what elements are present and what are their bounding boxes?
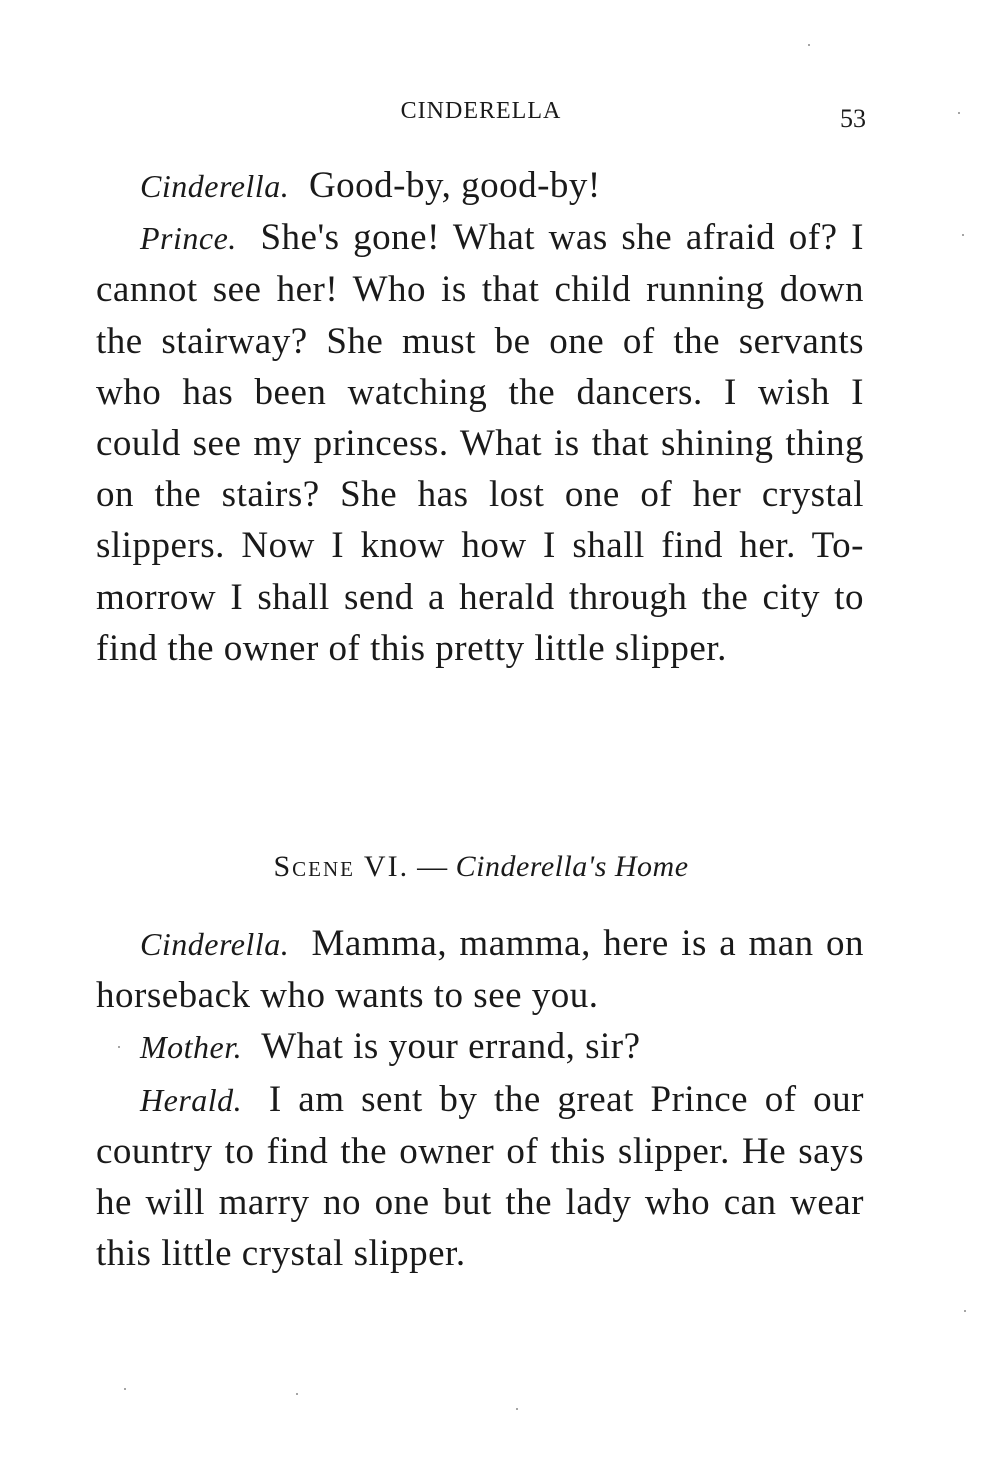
scene-label: Scene VI. xyxy=(273,850,410,883)
dialogue-paragraph xyxy=(96,918,864,1021)
dialogue-text: I am sent by the great Prince of our country to find the owner of this slipper. He says he will marry no one but the lady who can wear this little crystal slipper. xyxy=(96,1078,864,1275)
dialogue-paragraph xyxy=(96,160,864,212)
dialogue-text: What is your errand, sir? xyxy=(261,1026,641,1068)
speck xyxy=(118,1046,120,1048)
dialogue-paragraph xyxy=(96,1021,864,1073)
running-head xyxy=(96,98,866,138)
speck xyxy=(958,112,960,114)
speck xyxy=(296,1393,298,1395)
dialogue-paragraph xyxy=(96,212,864,674)
dialogue-section-ball xyxy=(96,160,864,674)
speaker-name: Mother. xyxy=(140,1029,243,1066)
speaker-name: Prince. xyxy=(140,220,237,257)
speck xyxy=(516,1408,518,1410)
speaker-name: Herald. xyxy=(140,1081,243,1118)
speck xyxy=(962,234,964,236)
dialogue-section-home xyxy=(96,918,864,1279)
dialogue-text: She's gone! What was she afraid of? I cannot see her! Who is that child running down the stairway? She must be one of the servants who has been watching the dancers. I wish I could see my princess. What is that shining thing on the stairs? She has lost one of her crystal slippers. Now I know how I shall find her. To-morrow I shall send a herald through the city to find the owner of this pretty little slipper. xyxy=(96,217,864,669)
dialogue-text: Good-by, good-by! xyxy=(308,165,601,206)
dialogue-paragraph xyxy=(96,1074,864,1280)
page-number: 53 xyxy=(840,104,866,133)
speck xyxy=(964,1310,966,1312)
speaker-name: Cinderella. xyxy=(140,168,290,204)
scene-heading xyxy=(96,850,866,884)
speck xyxy=(124,1388,126,1390)
speaker-name: Cinderella. xyxy=(140,926,290,962)
dialogue-text: Mamma, mamma, here is a man on horseback who wants to see you. xyxy=(96,923,864,1017)
scene-dash: — xyxy=(417,850,448,883)
speck xyxy=(808,44,810,46)
running-title: CINDERELLA xyxy=(400,98,562,124)
scene-place: Cinderella's Home xyxy=(455,850,689,883)
